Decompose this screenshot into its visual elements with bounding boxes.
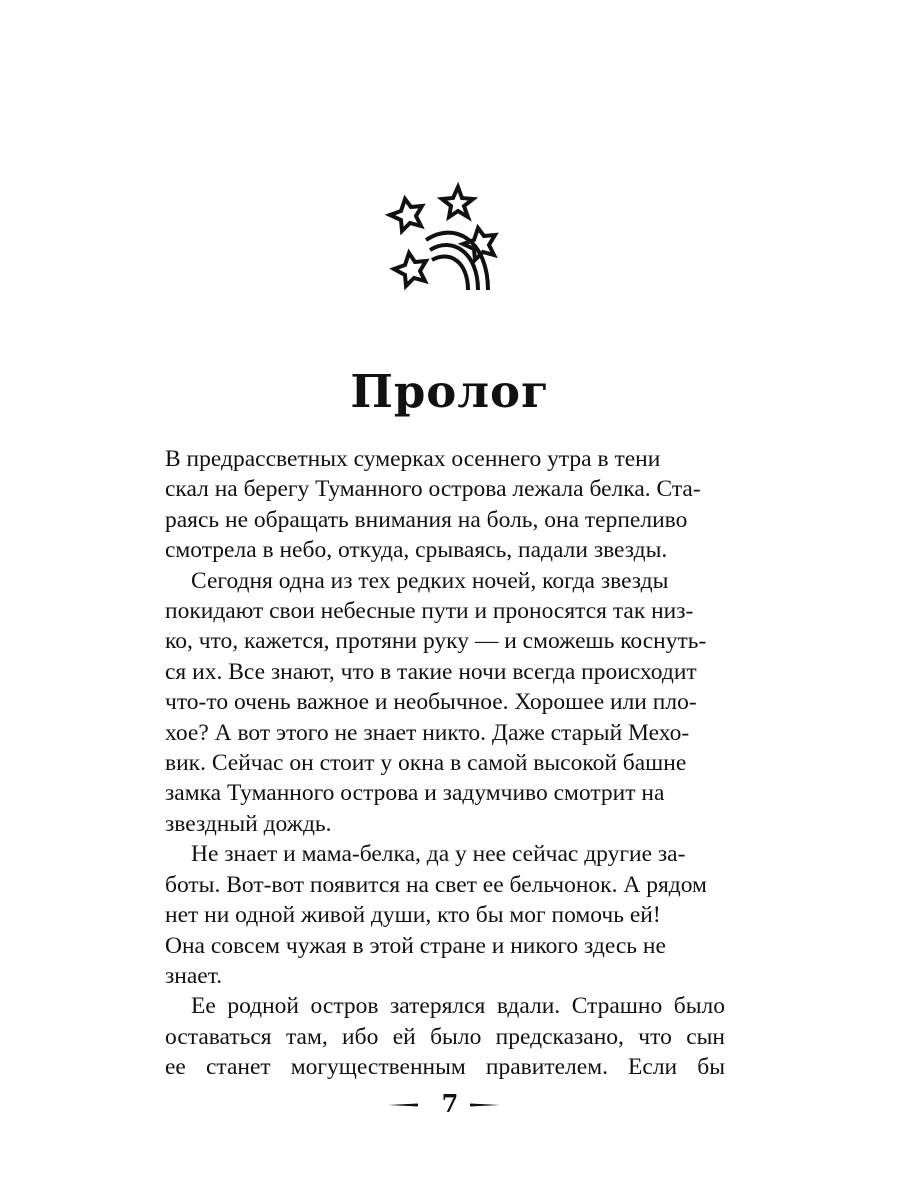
page-footer — [0, 1090, 900, 1120]
paragraph-1 — [165, 444, 725, 566]
line: боты. Вот-вот появится на свет ее бельчонок. А рядом — [165, 871, 707, 898]
paragraph-2 — [165, 566, 725, 840]
star-trail-middle — [430, 245, 478, 290]
line: Ее родной остров затерялся вдали. Страшно было — [191, 993, 725, 1020]
star-top-middle — [442, 187, 473, 217]
paragraph-4 — [165, 991, 725, 1082]
line: оставаться там, ибо ей было предсказано, что сын — [165, 1023, 725, 1050]
line: ся их. Все знают, что в такие ночи всегда происходит — [165, 658, 697, 685]
line: ее станет могущественным правителем. Если бы — [165, 1054, 725, 1081]
line: звездный дождь. — [165, 810, 332, 837]
line: раясь не обращать внимания на боль, она терпеливо — [165, 506, 688, 533]
body-text — [165, 444, 725, 1083]
line: что-то очень важное и необычное. Хорошее или пло- — [165, 689, 697, 716]
line: Она совсем чужая в этой стране и никого здесь не — [165, 932, 666, 959]
star-bottom-left — [394, 253, 426, 286]
line: покидают свои небесные пути и проносятся так низ- — [165, 598, 694, 625]
footer-dash-right — [470, 1102, 500, 1108]
line: Не знает и мама-белка, да у нее сейчас другие за- — [191, 841, 686, 868]
star-trail-inner — [432, 257, 468, 290]
star-top-left — [390, 199, 422, 231]
page-number: 7 — [441, 1089, 459, 1118]
line: нет ни одной живой души, кто бы мог помочь ей! — [165, 902, 661, 929]
shooting-stars-icon — [376, 180, 512, 304]
line: смотрела в небо, откуда, срываясь, падали звезды. — [165, 537, 668, 564]
chapter-title: Пролог — [350, 365, 550, 418]
line: Сегодня одна из тех редких ночей, когда звезды — [191, 567, 669, 594]
footer-dash-left — [388, 1102, 418, 1108]
line: хое? А вот этого не знает никто. Даже старый Мехо- — [165, 719, 690, 746]
line: знает. — [165, 962, 223, 989]
line: скал на берегу Туманного острова лежала белка. Ста- — [165, 476, 701, 503]
line: замка Туманного острова и задумчиво смотрит на — [165, 780, 665, 807]
paragraph-3 — [165, 839, 725, 991]
line: ко, что, кажется, протяни руку — и сможешь коснуть- — [165, 628, 707, 655]
line: В предрассветных сумерках осеннего утра в тени — [165, 446, 661, 472]
line: вик. Сейчас он стоит у окна в самой высокой башне — [165, 750, 687, 777]
